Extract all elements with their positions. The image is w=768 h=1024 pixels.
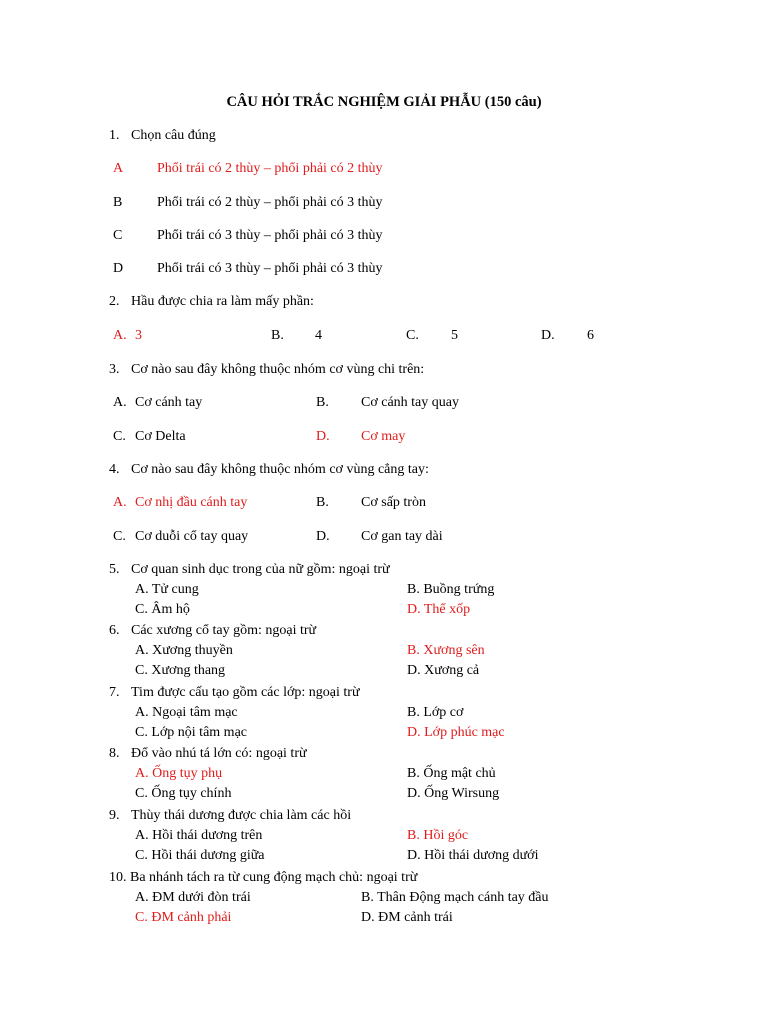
page-title: CÂU HỎI TRẮC NGHIỆM GIẢI PHẪU (150 câu) <box>226 94 542 110</box>
option-letter: A. <box>113 395 127 410</box>
option-item: D. Ống Wirsung <box>407 786 500 801</box>
option-item: A. Ống tụy phụ <box>135 766 223 781</box>
option-item: B. Hồi góc <box>407 828 469 843</box>
option-item: D. Xương cả <box>407 663 480 678</box>
option-letter: B. <box>316 495 329 510</box>
option-letter: C. <box>406 328 419 343</box>
option-item: C. Lớp nội tâm mạc <box>135 725 247 740</box>
option-item: B. Xương sên <box>407 643 485 658</box>
question-text: Đổ vào nhú tá lớn có: ngoại trừ <box>131 746 307 761</box>
option-letter: B. <box>316 395 329 410</box>
option-text: Cơ duỗi cổ tay quay <box>135 529 249 544</box>
question-number: 8. <box>109 746 120 761</box>
option-item: A. Hồi thái dương trên <box>135 828 263 843</box>
option-item: B. Lớp cơ <box>407 705 464 720</box>
question-number: 2. <box>109 294 120 309</box>
option-letter: D <box>113 261 124 276</box>
option-text: 6 <box>587 328 594 343</box>
option-text: 4 <box>315 328 322 343</box>
option-text: Cơ cánh tay quay <box>361 395 459 410</box>
question-text: Chọn câu đúng <box>131 128 216 143</box>
question-number: 4. <box>109 462 120 477</box>
question-number: 5. <box>109 562 120 577</box>
option-text: Phổi trái có 2 thùy – phổi phải có 2 thùy <box>157 161 383 176</box>
question-number: 7. <box>109 685 120 700</box>
question-text: Ba nhánh tách ra từ cung động mạch chủ: ngoại trừ <box>130 870 418 885</box>
option-item: A. Ngoại tâm mạc <box>135 705 238 720</box>
option-text: Phổi trái có 2 thùy – phổi phải có 3 thùy <box>157 195 383 210</box>
option-letter: C. <box>113 529 126 544</box>
option-letter: C <box>113 228 123 243</box>
question-number: 6. <box>109 623 120 638</box>
option-letter: D. <box>541 328 555 343</box>
option-text: Cơ cánh tay <box>135 395 203 410</box>
option-item: D. ĐM cảnh trái <box>361 910 453 925</box>
option-letter: B <box>113 195 123 210</box>
option-text: Cơ sấp tròn <box>361 495 426 510</box>
question-text: Tim được cấu tạo gồm các lớp: ngoại trừ <box>131 685 360 700</box>
question-text: Cơ nào sau đây không thuộc nhóm cơ vùng chi trên: <box>131 362 425 377</box>
question-text: Thùy thái dương được chia làm các hồi <box>131 808 352 823</box>
question-text: Các xương cổ tay gồm: ngoại trừ <box>131 623 317 638</box>
option-letter: A. <box>113 495 127 510</box>
option-text: Cơ nhị đầu cánh tay <box>135 495 248 510</box>
option-text: 3 <box>135 328 142 343</box>
option-item: C. Ống tụy chính <box>135 786 232 801</box>
option-letter: B. <box>271 328 284 343</box>
option-letter: A. <box>113 328 127 343</box>
question-number: 10. <box>109 870 127 885</box>
option-text: 5 <box>451 328 458 343</box>
option-item: D. Thể xốp <box>407 602 471 617</box>
question-text: Cơ nào sau đây không thuộc nhóm cơ vùng cẳng tay: <box>131 462 429 477</box>
option-item: C. ĐM cảnh phải <box>135 910 232 925</box>
option-text: Phổi trái có 3 thùy – phổi phải có 3 thùy <box>157 228 383 243</box>
question-number: 3. <box>109 362 120 377</box>
option-letter: C. <box>113 429 126 444</box>
question-text: Cơ quan sinh dục trong của nữ gồm: ngoại trừ <box>131 562 390 577</box>
option-item: B. Ống mật chủ <box>407 766 496 781</box>
question-text: Hầu được chia ra làm mấy phần: <box>131 294 314 309</box>
option-letter: D. <box>316 529 330 544</box>
question-number: 9. <box>109 808 120 823</box>
option-letter: D. <box>316 429 330 444</box>
option-item: D. Hồi thái dương dưới <box>407 848 539 863</box>
option-item: A. Tử cung <box>135 582 199 597</box>
option-item: B. Thân Động mạch cánh tay đầu <box>361 890 549 905</box>
option-item: C. Xương thang <box>135 663 226 678</box>
option-item: C. Âm hộ <box>135 602 190 617</box>
question-number: 1. <box>109 128 120 143</box>
option-item: A. ĐM dưới đòn trái <box>135 890 251 905</box>
option-item: B. Buồng trứng <box>407 582 495 597</box>
option-letter: A <box>113 161 124 176</box>
option-text: Cơ Delta <box>135 429 186 444</box>
option-text: Cơ may <box>361 429 406 444</box>
option-text: Phổi trái có 3 thùy – phổi phải có 3 thùy <box>157 261 383 276</box>
option-item: A. Xương thuyền <box>135 643 233 658</box>
option-text: Cơ gan tay dài <box>361 529 443 544</box>
option-item: C. Hồi thái dương giữa <box>135 848 265 863</box>
option-item: D. Lớp phúc mạc <box>407 725 505 740</box>
